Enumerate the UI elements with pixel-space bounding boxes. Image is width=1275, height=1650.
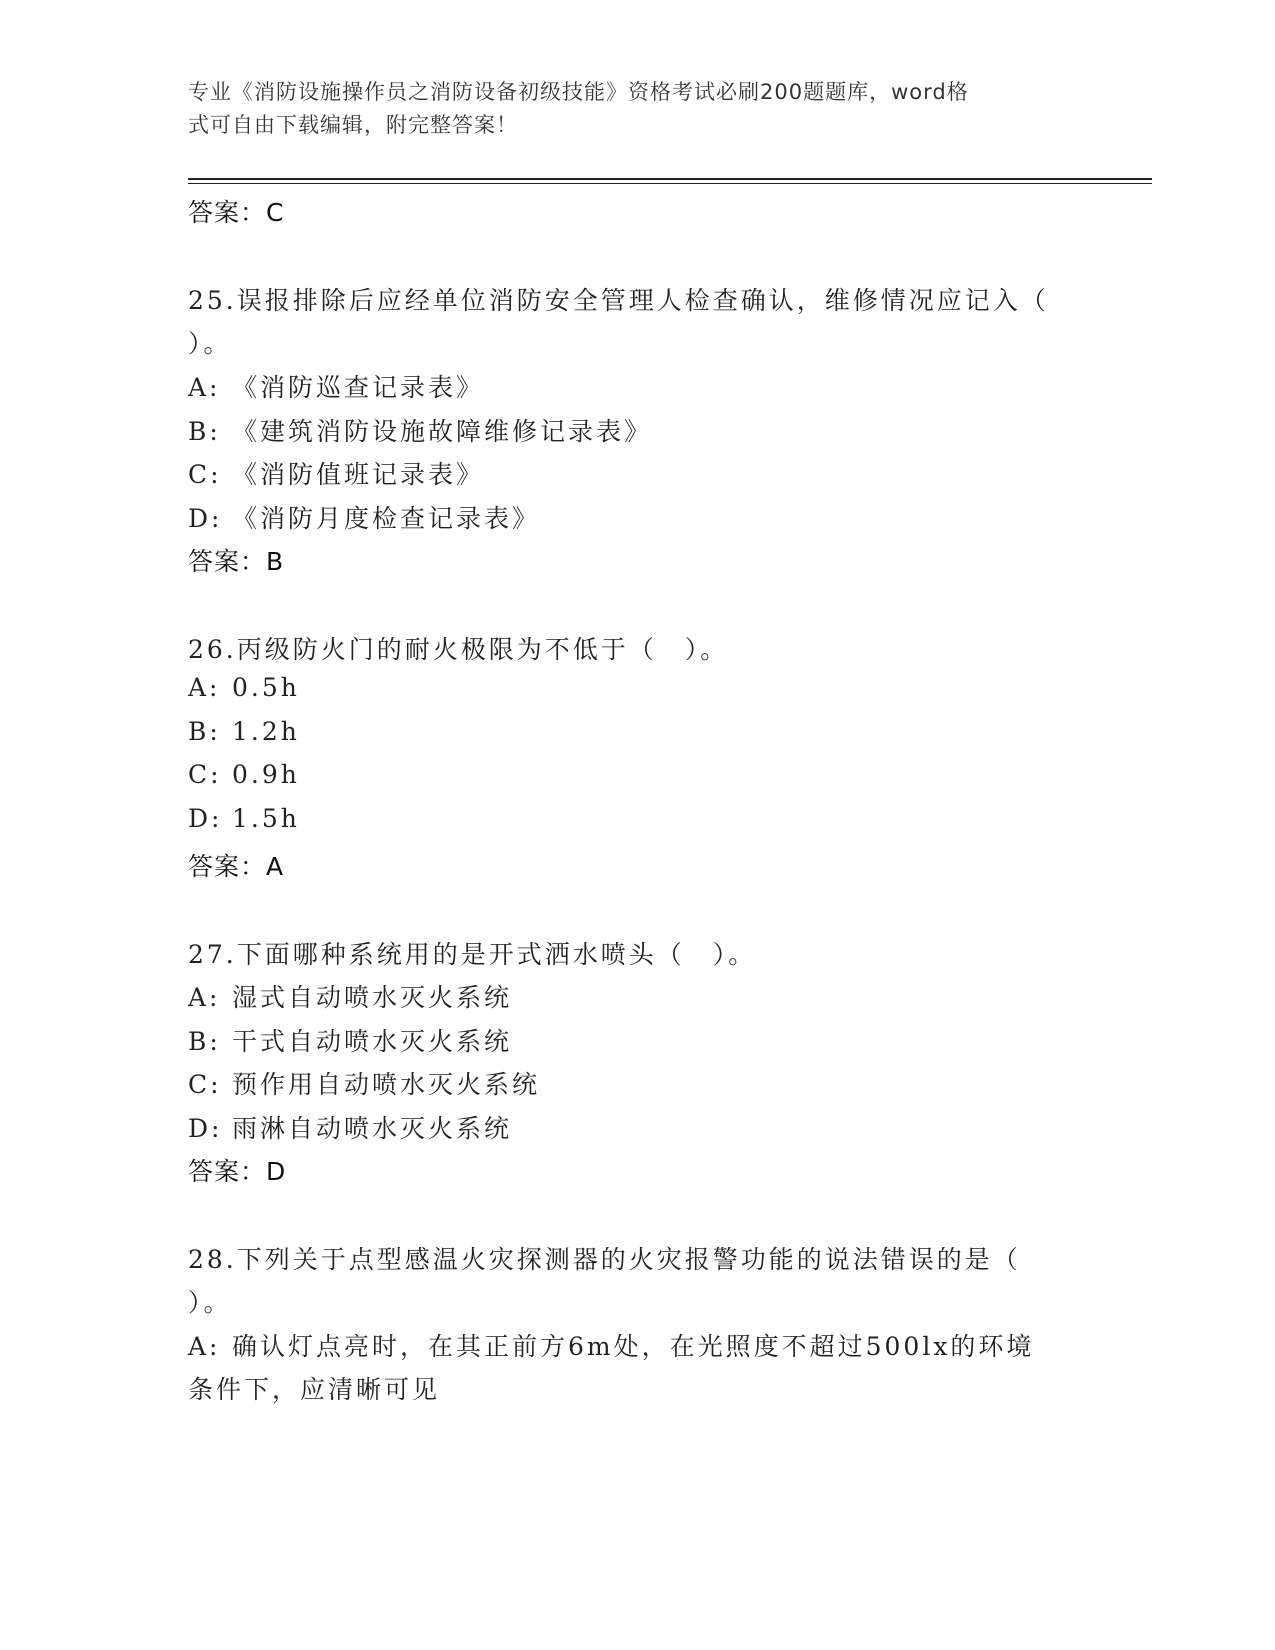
question-26-option-b: B: 1.2h (188, 717, 300, 746)
question-28-stem: 28.下列关于点型感温火灾探测器的火灾报警功能的说法错误的是（ (188, 1245, 1021, 1274)
question-26-option-a: A: 0.5h (188, 673, 300, 702)
question-25-stem-cont: ）。 (188, 329, 232, 358)
question-25-stem: 25.误报排除后应经单位消防安全管理人检查确认，维修情况应记入（ (188, 286, 1049, 315)
question-25-option-b: B: 《建筑消防设施故障维修记录表》 (188, 417, 653, 446)
question-26-option-c: C: 0.9h (188, 760, 300, 789)
answer-prev: 答案：C (188, 198, 285, 227)
question-27-option-b: B: 干式自动喷水灭火系统 (188, 1027, 513, 1056)
header-line-1: 专业《消防设施操作员之消防设备初级技能》资格考试必刷200题题库，word格 (188, 80, 969, 104)
question-28-option-a: A: 确认灯点亮时，在其正前方6m处，在光照度不超过500lx的环境 (188, 1332, 1035, 1361)
question-28-option-a-cont: 条件下，应清晰可见 (188, 1375, 441, 1404)
question-26-stem: 26.丙级防火门的耐火极限为不低于（ ）。 (188, 635, 729, 664)
question-27-stem: 27.下面哪种系统用的是开式洒水喷头（ ）。 (188, 940, 757, 969)
header-divider-thick (188, 178, 1152, 180)
question-25-option-c: C: 《消防值班记录表》 (188, 460, 485, 489)
question-27-option-c: C: 预作用自动喷水灭火系统 (188, 1070, 541, 1099)
document-header (188, 76, 1068, 142)
question-25-answer: 答案：B (188, 547, 285, 576)
header-line-2: 式可自由下载编辑，附完整答案！ (188, 113, 518, 137)
question-26-answer: 答案：A (188, 852, 285, 881)
question-25-option-a: A: 《消防巡查记录表》 (188, 373, 485, 402)
question-27-option-d: D: 雨淋自动喷水灭火系统 (188, 1114, 513, 1143)
question-25-option-d: D: 《消防月度检查记录表》 (188, 504, 541, 533)
question-28-stem-cont: ）。 (188, 1288, 232, 1317)
header-divider-thin (188, 183, 1152, 184)
question-27-answer: 答案：D (188, 1157, 287, 1186)
question-27-option-a: A: 湿式自动喷水灭火系统 (188, 983, 513, 1012)
question-26-option-d: D: 1.5h (188, 804, 300, 833)
